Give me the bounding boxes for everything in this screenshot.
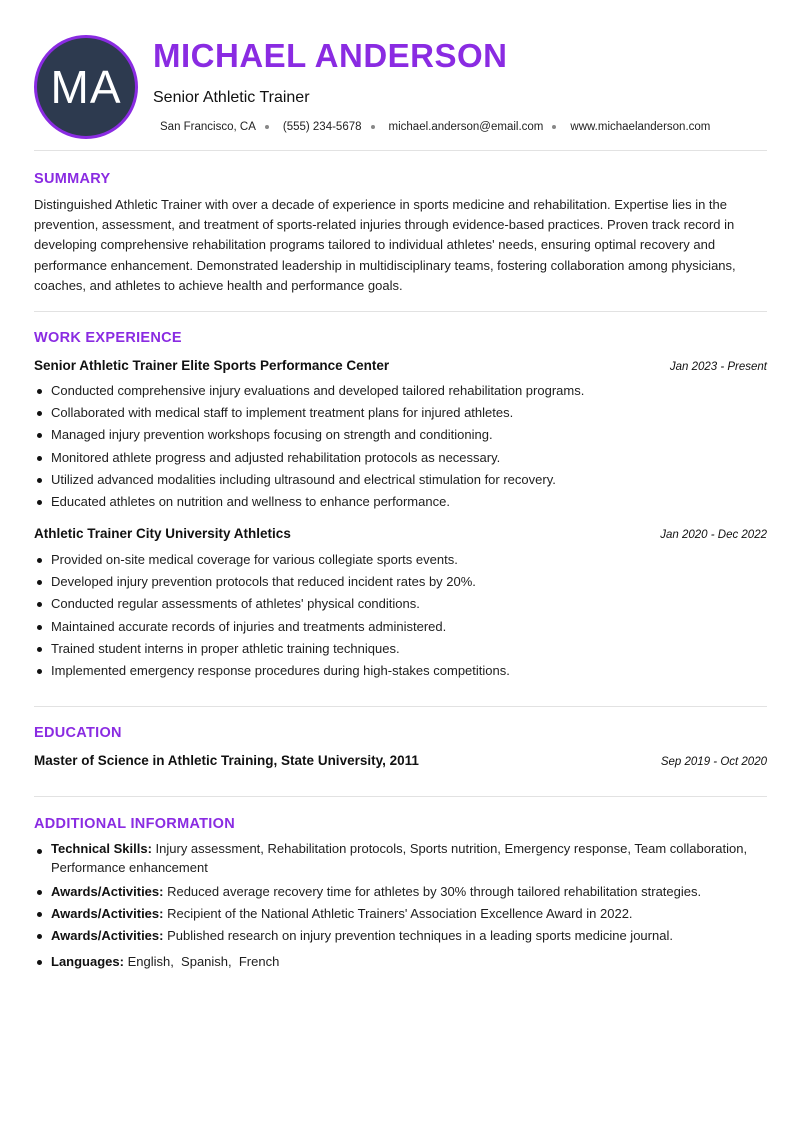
job-date: Jan 2020 - Dec 2022 (660, 529, 767, 541)
list-item: Monitored athlete progress and adjusted rehabilitation protocols as necessary. (34, 447, 767, 469)
separator-dot (265, 125, 269, 129)
list-item: Conducted comprehensive injury evaluations and developed tailored rehabilitation programs. (34, 380, 767, 402)
item-text: Published research on injury prevention techniques in a leading sports medicine journal. (163, 928, 673, 944)
divider (34, 150, 767, 151)
job-bullets (34, 549, 767, 682)
list-item (34, 903, 767, 925)
education-date: Sep 2019 - Oct 2020 (660, 756, 767, 768)
contact-phone: (555) 234-5678 (282, 121, 362, 133)
item-label: Awards/Activities: (51, 928, 164, 944)
list-item (34, 881, 767, 903)
item-label: Awards/Activities: (51, 884, 164, 899)
separator-dot (371, 125, 375, 129)
job-date: Jan 2023 - Present (669, 361, 767, 373)
item-text: Injury assessment, Rehabilitation protocols, Sports nutrition, Emergency response, Team collaboration, Performance enhancement (51, 841, 748, 875)
list-item: Implemented emergency response procedures during high-stakes competitions. (34, 660, 767, 682)
education-entry (34, 753, 767, 768)
job-title: Senior Athletic Trainer Elite Sports Performance Center (34, 358, 390, 373)
job-bullets (34, 380, 767, 513)
education-heading: EDUCATION (34, 725, 122, 741)
job-title: Athletic Trainer City University Athletics (34, 526, 291, 541)
candidate-role: Senior Athletic Trainer (153, 89, 310, 106)
avatar-initials: MA (50, 61, 122, 113)
list-item: Developed injury prevention protocols that reduced incident rates by 20%. (34, 571, 767, 593)
summary-heading: SUMMARY (34, 171, 111, 187)
contact-email[interactable]: michael.anderson@email.com (388, 121, 544, 133)
item-label: Awards/Activities: (51, 906, 164, 922)
divider (34, 796, 767, 797)
list-item (34, 951, 767, 973)
list-item: Trained student interns in proper athletic training techniques. (34, 638, 767, 660)
list-item: Utilized advanced modalities including ultrasound and electrical stimulation for recovery. (34, 469, 767, 491)
list-item: Provided on-site medical coverage for various collegiate sports events. (34, 549, 767, 571)
divider (34, 311, 767, 312)
item-label: Technical Skills: (51, 841, 152, 856)
degree: Master of Science in Athletic Training, State University, 2011 (34, 753, 419, 768)
list-item (34, 925, 767, 947)
list-item: Educated athletes on nutrition and wellness to enhance performance. (34, 491, 767, 513)
list-item: Conducted regular assessments of athletes' physical conditions. (34, 593, 767, 615)
separator-dot (552, 125, 556, 129)
additional-list (34, 840, 767, 973)
item-text: Recipient of the National Athletic Trainers' Association Excellence Award in 2022. (163, 906, 633, 922)
candidate-name: MICHAEL ANDERSON (153, 37, 508, 74)
contact-line (160, 121, 710, 133)
list-item: Collaborated with medical staff to implement treatment plans for injured athletes. (34, 402, 767, 424)
additional-heading: ADDITIONAL INFORMATION (34, 816, 235, 832)
job-header (34, 526, 767, 541)
job-header (34, 358, 767, 373)
item-label: Languages: (51, 953, 124, 969)
experience-heading: WORK EXPERIENCE (34, 330, 182, 346)
item-text: Reduced average recovery time for athletes by 30% through tailored rehabilitation strategies. (163, 884, 702, 899)
summary-text: Distinguished Athletic Trainer with over a decade of experience in sports medicine and rehabilitation. Expertise lies in the prevention, assessment, and treatment of sports-related injuries through evidence-based practices. Proven track record in developing comprehensive rehabilitation programs tailored to individual athletes' needs, ensuring optimal recovery and performance enhancement. Demonstrated leadership in multidisciplinary teams, fostering collaboration among physicians, coaches, and athletes to achieve health and performance goals. (34, 197, 736, 293)
contact-website[interactable]: www.michaelanderson.com (570, 121, 711, 133)
list-item (34, 840, 767, 877)
divider (34, 706, 767, 707)
list-item: Maintained accurate records of injuries and treatments administered. (34, 616, 767, 638)
item-text: English, Spanish, French (123, 953, 280, 969)
list-item: Managed injury prevention workshops focusing on strength and conditioning. (34, 424, 767, 446)
avatar (34, 35, 138, 139)
contact-location: San Francisco, CA (160, 121, 256, 133)
